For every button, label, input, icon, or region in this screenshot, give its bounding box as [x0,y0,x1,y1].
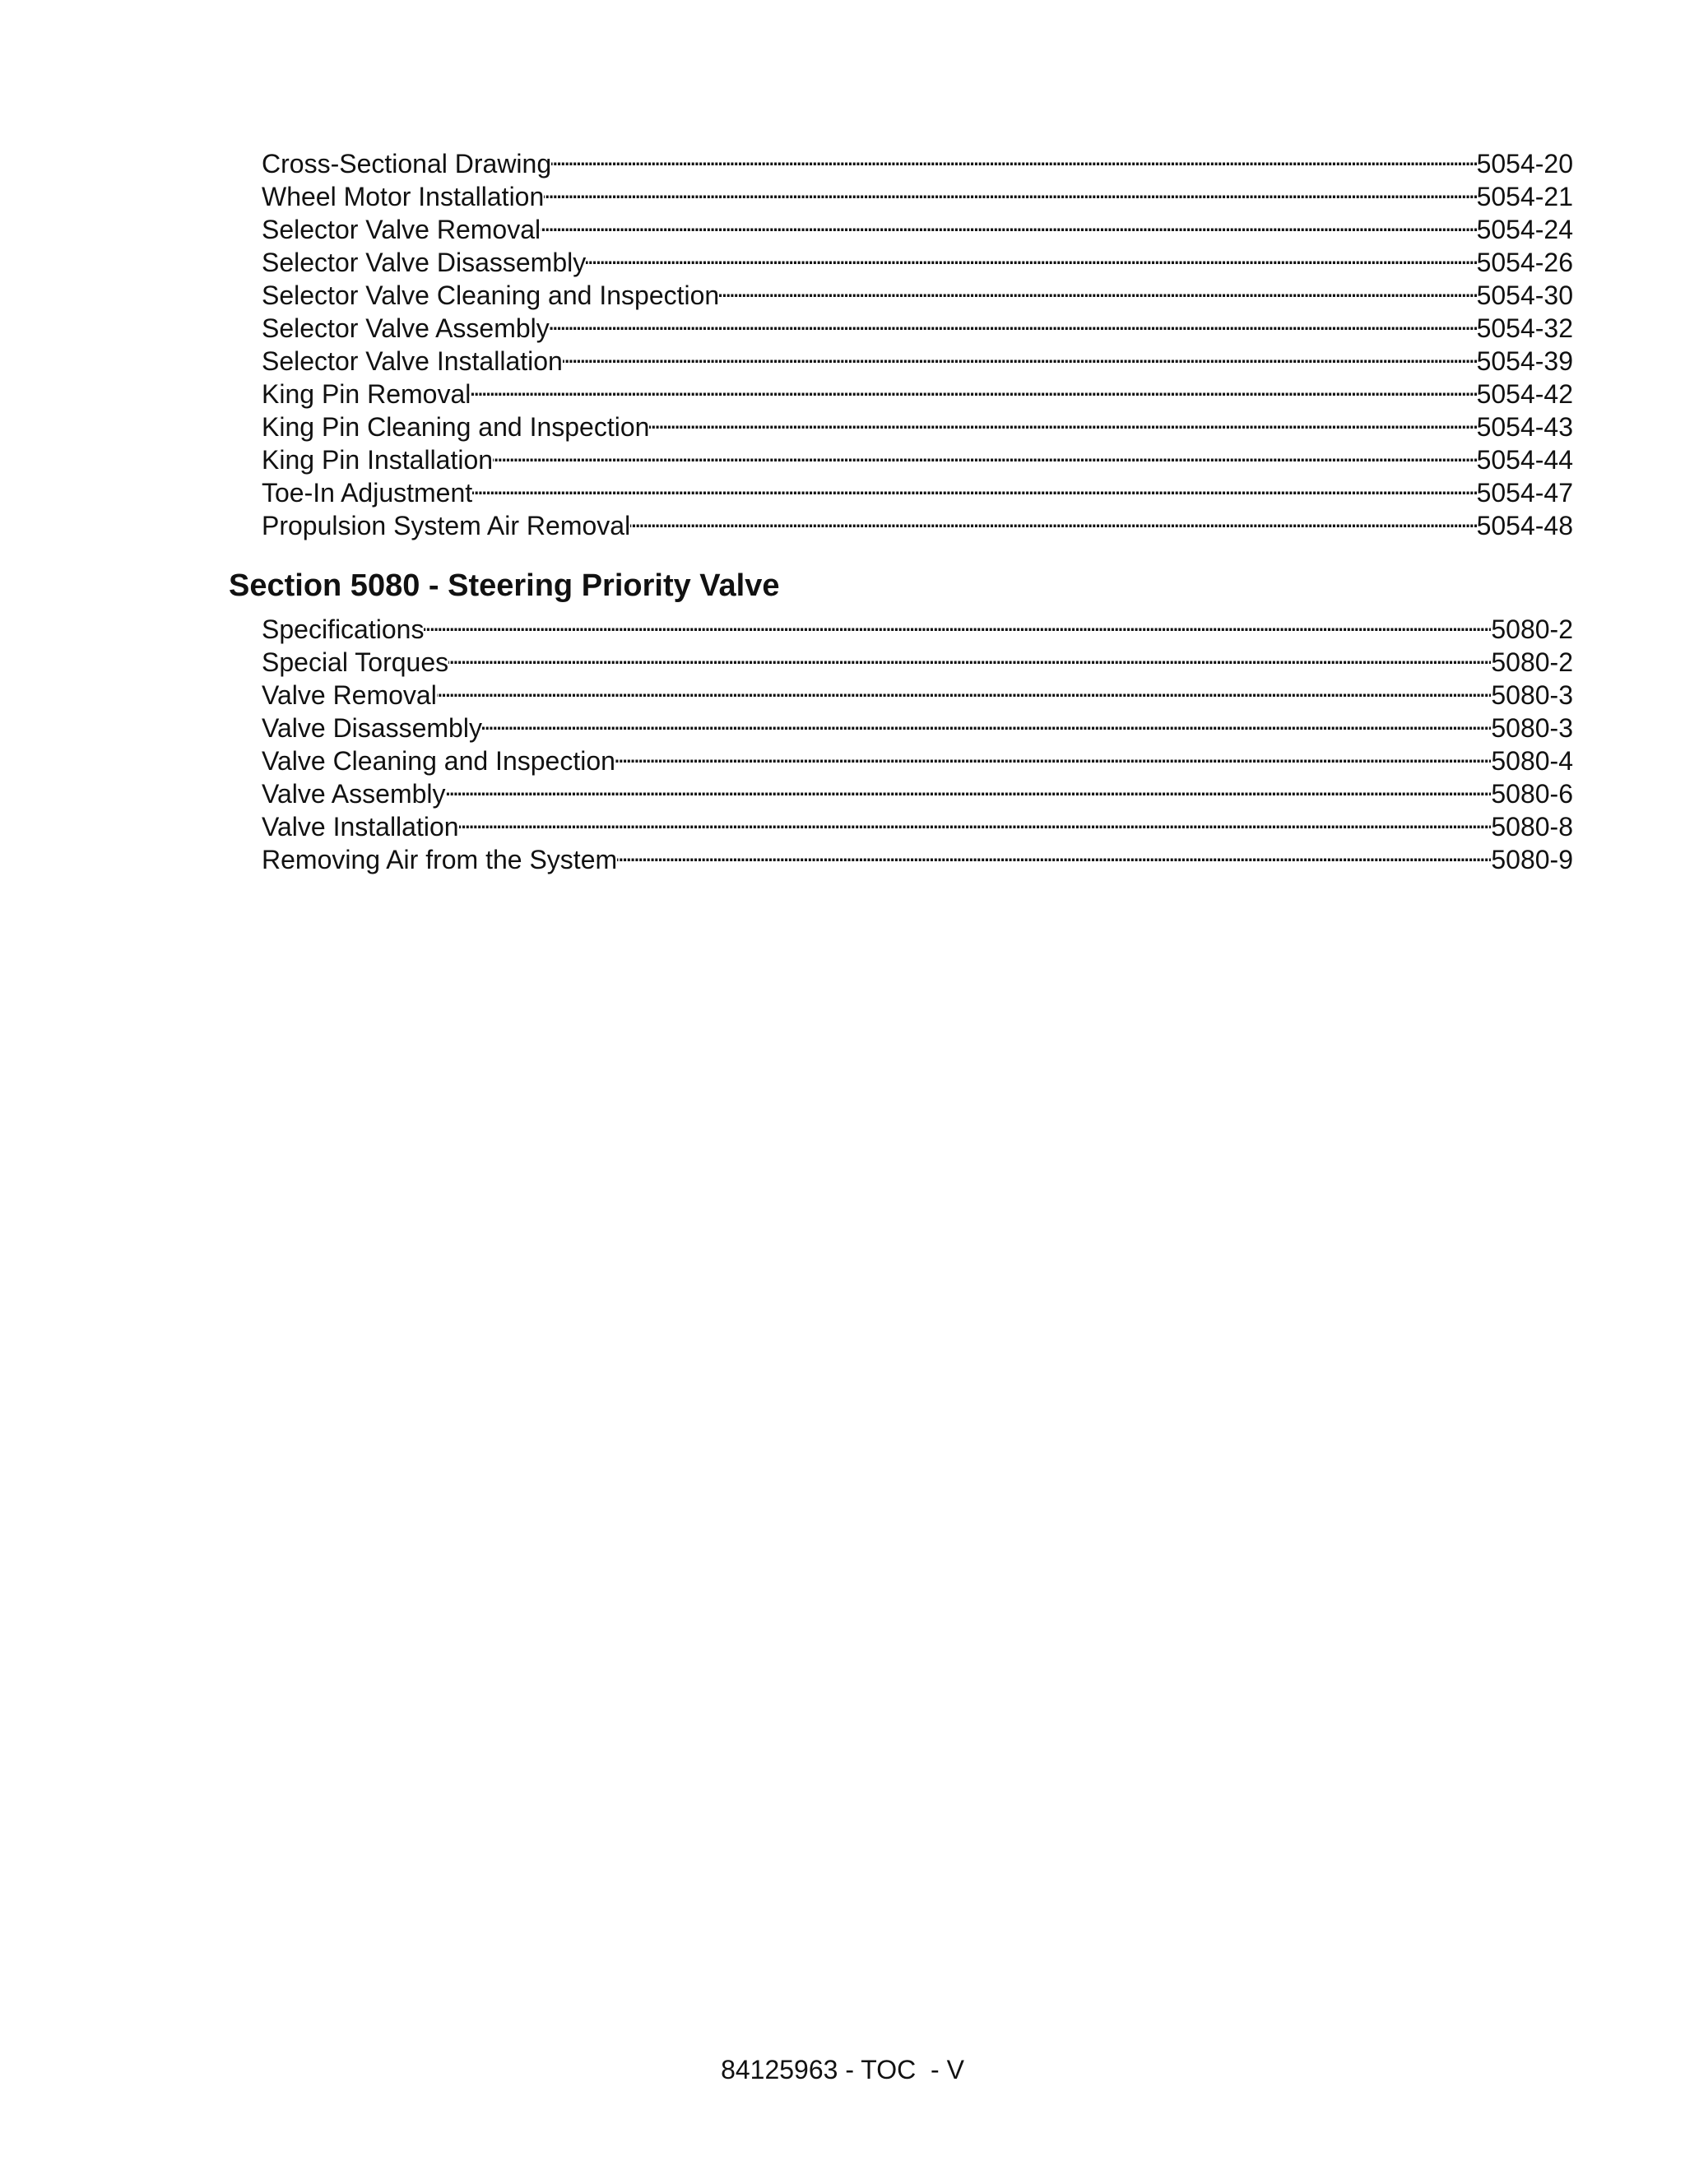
page-number: 5054-24 [1476,215,1573,244]
dot-leader [630,502,1476,535]
page-number: 5080-6 [1491,779,1573,809]
dot-leader [482,704,1491,737]
page-number: 5054-43 [1476,412,1573,442]
toc-entry[interactable] [262,605,1573,644]
entry-title: Toe-In Adjustment [262,478,473,508]
page-number: 5080-3 [1491,680,1573,710]
entry-title: Propulsion System Air Removal [262,511,631,540]
entry-title: Wheel Motor Installation [262,182,545,211]
dot-leader [448,638,1491,671]
dot-leader [472,469,1476,502]
page-number: 5054-48 [1476,511,1573,540]
entry-title: King Pin Cleaning and Inspection [262,412,650,442]
dot-leader [544,173,1476,206]
page-number: 5054-30 [1476,281,1573,310]
dot-leader [719,271,1476,304]
toc-continued-list [262,140,1573,540]
page-number: 5080-3 [1491,713,1573,743]
page-number: 5080-2 [1491,614,1573,644]
entry-title: Valve Assembly [262,779,446,809]
dot-leader [550,304,1477,337]
dot-leader [446,770,1492,803]
dot-leader [649,403,1476,436]
toc-entry[interactable] [262,803,1573,842]
dot-leader [617,836,1491,869]
page-number: 5054-39 [1476,346,1573,376]
dot-leader [471,370,1476,403]
dot-leader [437,671,1492,704]
entry-title: Specifications [262,614,425,644]
entry-title: Cross-Sectional Drawing [262,149,552,179]
page-number: 5054-21 [1476,182,1573,211]
entry-title: Valve Cleaning and Inspection [262,746,615,776]
toc-entry[interactable] [262,770,1573,809]
entry-title: Selector Valve Installation [262,346,563,376]
page-number: 5080-8 [1491,812,1573,842]
entry-title: Selector Valve Disassembly [262,248,587,277]
toc-section-5080 [229,566,1573,874]
toc-entries [262,605,1573,874]
page-number: 5054-26 [1476,248,1573,277]
dot-leader [459,803,1492,836]
page-number: 5054-47 [1476,478,1573,508]
entry-title: Removing Air from the System [262,845,618,874]
dot-leader [586,239,1476,271]
page-footer: 84125963 - TOC - V [721,2055,964,2084]
dot-leader [551,140,1476,173]
page-number: 5054-44 [1476,445,1573,475]
entry-title: King Pin Removal [262,379,471,409]
page-number: 5080-2 [1491,647,1573,677]
toc-entry[interactable] [262,704,1573,743]
page-number: 5054-42 [1476,379,1573,409]
entry-title: Selector Valve Cleaning and Inspection [262,281,720,310]
page-number: 5080-4 [1491,746,1573,776]
entry-title: Selector Valve Removal [262,215,541,244]
dot-leader [493,436,1477,469]
toc-entry[interactable] [262,140,1573,179]
toc-entry[interactable] [262,671,1573,710]
dot-leader [541,206,1476,239]
dot-leader [563,337,1477,370]
entry-title: Valve Disassembly [262,713,482,743]
toc-entry[interactable] [262,638,1573,677]
entry-title: Special Torques [262,647,449,677]
page-number: 5080-9 [1491,845,1573,874]
dot-leader [615,737,1491,770]
entry-title: Selector Valve Assembly [262,313,550,343]
dot-leader [424,605,1491,638]
toc-entries [262,140,1573,540]
page-number: 5054-20 [1476,149,1573,179]
page-number: 5054-32 [1476,313,1573,343]
entry-title: King Pin Installation [262,445,494,475]
entry-title: Valve Removal [262,680,437,710]
section-heading[interactable]: Section 5080 - Steering Priority Valve [229,568,780,603]
entry-title: Valve Installation [262,812,459,842]
